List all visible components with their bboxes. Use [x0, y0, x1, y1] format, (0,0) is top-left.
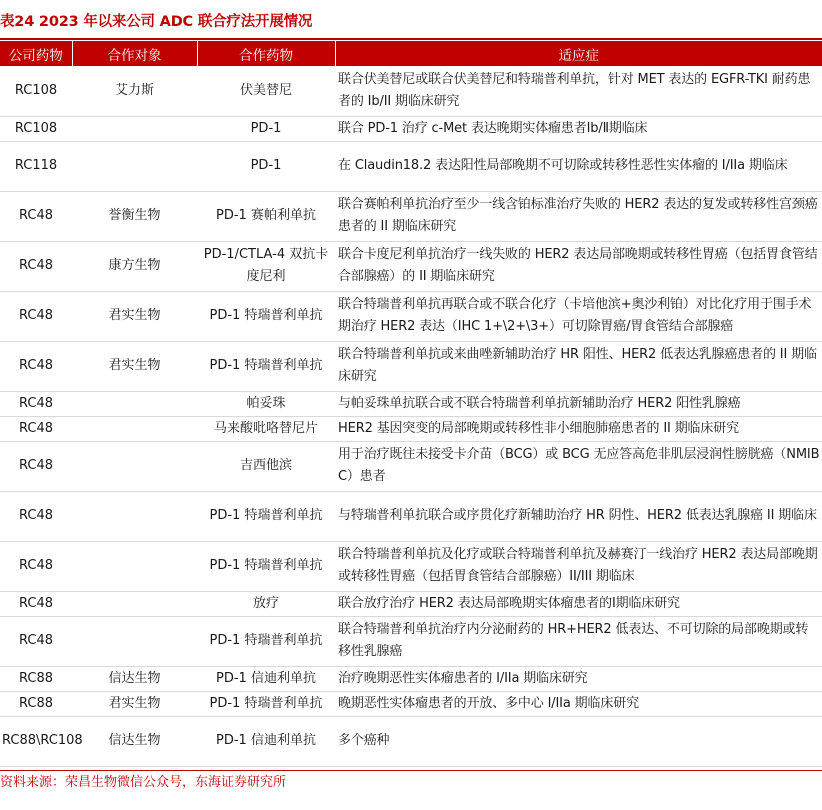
table-title: 表24 2023 年以来公司 ADC 联合疗法开展情况	[0, 14, 313, 30]
header-company-drug: 公司药物	[0, 41, 72, 66]
table-row	[0, 391, 822, 416]
cell-partner	[72, 391, 197, 416]
table-row	[0, 341, 822, 391]
cell-partner: 君实生物	[72, 291, 197, 341]
cell-combo-drug: PD-1 赛帕利单抗	[197, 191, 335, 241]
cell-partner	[72, 491, 197, 541]
cell-partner: 信达生物	[72, 666, 197, 691]
cell-partner	[72, 416, 197, 441]
table-row	[0, 191, 822, 241]
table-row	[0, 666, 822, 691]
table-row	[0, 441, 822, 491]
cell-partner: 誉衡生物	[72, 191, 197, 241]
cell-indication: 联合 PD-1 治疗 c-Met 表达晚期实体瘤患者Ⅰb/Ⅱ期临床	[335, 116, 822, 141]
cell-combo-drug: 伏美替尼	[197, 66, 335, 116]
cell-combo-drug: 吉西他滨	[197, 441, 335, 491]
cell-combo-drug: PD-1 特瑞普利单抗	[197, 691, 335, 716]
cell-combo-drug: PD-1 特瑞普利单抗	[197, 291, 335, 341]
cell-company-drug: RC48	[0, 591, 72, 616]
cell-combo-drug: PD-1 特瑞普利单抗	[197, 341, 335, 391]
cell-partner: 信达生物	[72, 716, 197, 766]
cell-indication: 联合伏美替尼或联合伏美替尼和特瑞普利单抗，针对 MET 表达的 EGFR-TKI 耐药患者的 Ib/II 期临床研究	[335, 66, 822, 116]
cell-company-drug: RC88	[0, 691, 72, 716]
cell-company-drug: RC118	[0, 141, 72, 191]
table-body	[0, 66, 822, 766]
table-row	[0, 541, 822, 591]
cell-indication: 晚期恶性实体瘤患者的开放、多中心 I/IIa 期临床研究	[335, 691, 822, 716]
cell-company-drug: RC48	[0, 291, 72, 341]
table-row	[0, 141, 822, 191]
table-row	[0, 591, 822, 616]
cell-partner: 康方生物	[72, 241, 197, 291]
adc-combination-table	[0, 41, 822, 767]
cell-company-drug: RC88	[0, 666, 72, 691]
cell-partner	[72, 116, 197, 141]
table-row	[0, 116, 822, 141]
cell-combo-drug: PD-1	[197, 116, 335, 141]
header-partner: 合作对象	[72, 41, 197, 66]
cell-combo-drug: PD-1 信迪利单抗	[197, 716, 335, 766]
header-row	[0, 41, 822, 66]
cell-indication: 在 Claudin18.2 表达阳性局部晚期不可切除或转移性恶性实体瘤的 I/IIa 期临床	[335, 141, 822, 191]
cell-partner	[72, 616, 197, 666]
cell-indication: 联合赛帕利单抗治疗至少一线含铂标准治疗失败的 HER2 表达的复发或转移性宫颈癌患者的 II 期临床研究	[335, 191, 822, 241]
cell-partner	[72, 141, 197, 191]
cell-indication: 治疗晚期恶性实体瘤患者的 I/IIa 期临床研究	[335, 666, 822, 691]
cell-indication: HER2 基因突变的局部晚期或转移性非小细胞肺癌患者的 II 期临床研究	[335, 416, 822, 441]
header-indication: 适应症	[335, 41, 822, 66]
cell-indication: 用于治疗既往未接受卡介苗（BCG）或 BCG 无应答高危非肌层浸润性膀胱癌（NMIBC）患者	[335, 441, 822, 491]
cell-combo-drug: 帕妥珠	[197, 391, 335, 416]
table-row	[0, 241, 822, 291]
cell-indication: 与特瑞普利单抗联合或序贯化疗新辅助治疗 HR 阴性、HER2 低表达乳腺癌 II 期临床	[335, 491, 822, 541]
cell-company-drug: RC48	[0, 441, 72, 491]
source-note: 资料来源：荣昌生物微信公众号，东海证券研究所	[0, 775, 287, 790]
cell-company-drug: RC88\RC108	[0, 716, 72, 766]
cell-company-drug: RC108	[0, 116, 72, 141]
cell-partner	[72, 441, 197, 491]
table-row	[0, 616, 822, 666]
cell-indication: 联合特瑞普利单抗治疗内分泌耐药的 HR+HER2 低表达、不可切除的局部晚期或转移性乳腺癌	[335, 616, 822, 666]
cell-company-drug: RC108	[0, 66, 72, 116]
cell-indication: 多个癌种	[335, 716, 822, 766]
cell-company-drug: RC48	[0, 241, 72, 291]
cell-company-drug: RC48	[0, 391, 72, 416]
cell-combo-drug: PD-1 信迪利单抗	[197, 666, 335, 691]
cell-indication: 联合特瑞普利单抗再联合或不联合化疗（卡培他滨+奥沙利铂）对比化疗用于围手术期治疗 HER2 表达（IHC 1+\2+\3+）可切除胃癌/胃食管结合部腺癌	[335, 291, 822, 341]
cell-combo-drug: 放疗	[197, 591, 335, 616]
cell-combo-drug: PD-1	[197, 141, 335, 191]
table-row	[0, 66, 822, 116]
cell-indication: 联合放疗治疗 HER2 表达局部晚期实体瘤患者的Ⅰ期临床研究	[335, 591, 822, 616]
table-row	[0, 416, 822, 441]
cell-combo-drug: PD-1 特瑞普利单抗	[197, 491, 335, 541]
cell-indication: 与帕妥珠单抗联合或不联合特瑞普利单抗新辅助治疗 HER2 阳性乳腺癌	[335, 391, 822, 416]
cell-company-drug: RC48	[0, 491, 72, 541]
table-row	[0, 691, 822, 716]
cell-partner	[72, 541, 197, 591]
cell-company-drug: RC48	[0, 616, 72, 666]
cell-partner: 君实生物	[72, 691, 197, 716]
cell-combo-drug: 马来酸吡咯替尼片	[197, 416, 335, 441]
cell-company-drug: RC48	[0, 191, 72, 241]
cell-company-drug: RC48	[0, 541, 72, 591]
cell-company-drug: RC48	[0, 416, 72, 441]
cell-combo-drug: PD-1/CTLA-4 双抗卡度尼利	[197, 241, 335, 291]
cell-partner: 君实生物	[72, 341, 197, 391]
bottom-divider	[0, 770, 822, 771]
header-combo-drug: 合作药物	[197, 41, 335, 66]
table-header	[0, 41, 822, 66]
cell-indication: 联合特瑞普利单抗及化疗或联合特瑞普利单抗及赫赛汀一线治疗 HER2 表达局部晚期或转移性胃癌（包括胃食管结合部腺癌）II/III 期临床	[335, 541, 822, 591]
cell-company-drug: RC48	[0, 341, 72, 391]
table-row	[0, 291, 822, 341]
cell-combo-drug: PD-1 特瑞普利单抗	[197, 616, 335, 666]
cell-combo-drug: PD-1 特瑞普利单抗	[197, 541, 335, 591]
cell-indication: 联合卡度尼利单抗治疗一线失败的 HER2 表达局部晚期或转移性胃癌（包括胃食管结合部腺癌）的 II 期临床研究	[335, 241, 822, 291]
cell-partner	[72, 591, 197, 616]
cell-partner: 艾力斯	[72, 66, 197, 116]
cell-indication: 联合特瑞普利单抗或来曲唑新辅助治疗 HR 阳性、HER2 低表达乳腺癌患者的 II 期临床研究	[335, 341, 822, 391]
title-divider	[0, 38, 822, 40]
table-row	[0, 491, 822, 541]
table-row	[0, 716, 822, 766]
